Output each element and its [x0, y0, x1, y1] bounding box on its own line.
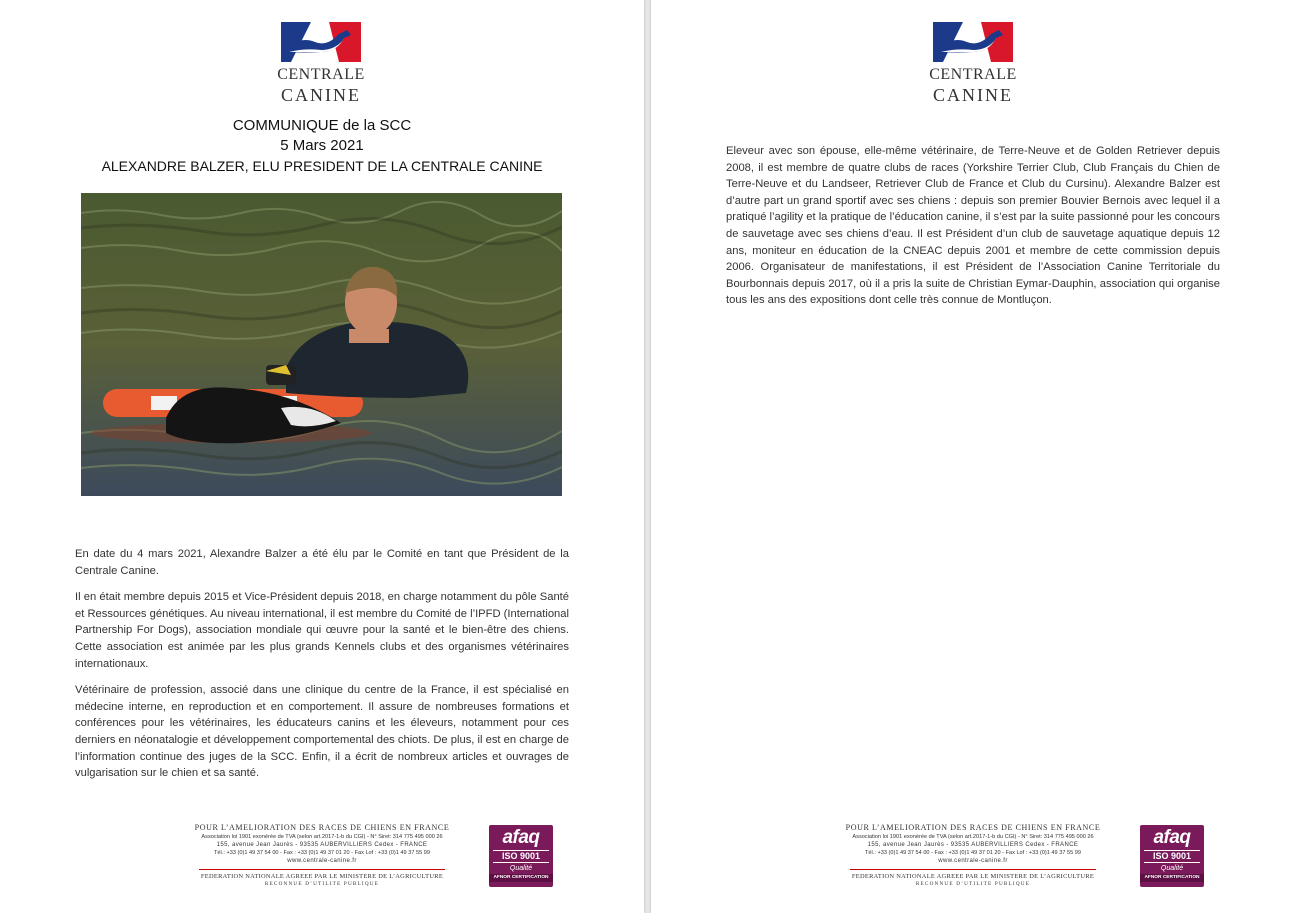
press-release-title: [0, 116, 644, 176]
document-page-2: [651, 0, 1290, 913]
brand-line-1: CENTRALE: [929, 66, 1017, 83]
association-info: [187, 823, 457, 888]
afaq-quality: Qualité: [1160, 865, 1184, 872]
footer-line-6: FEDERATION NATIONALE AGREEE PAR LE MINISTERE DE L’AGRICULTURE: [851, 873, 1095, 880]
association-info: [838, 823, 1108, 888]
afaq-cert: AFNOR CERTIFICATION: [489, 874, 553, 882]
document-page-1: [0, 0, 644, 913]
title-line-1: COMMUNIQUE de la SCC: [232, 117, 412, 134]
footer-line-1: POUR L’AMELIORATION DES RACES DE CHIENS EN FRANCE: [845, 823, 1101, 832]
paragraph-2: Il en était membre depuis 2015 et Vice-Président depuis 2018, en charge notamment du pôle Santé et Ressources génétiques. Au niveau international, il est membre du Comité de l’IPFD (International Partnership For Dogs), association mondiale qui œuvre pour la santé et le bien-être des chiens. Cette association est animée par les plus grands Kennels clubs et des organismes vétérinaires internationaux.: [75, 591, 569, 670]
footer-divider: [850, 869, 1096, 870]
paragraph-4: Eleveur avec son épouse, elle-même vétérinaire, de Terre-Neuve et de Golden Retriever depuis 2008, il est membre de quatre clubs de races (Yorkshire Terrier Club, Club Français du Chien de Terre-Neuve et du Landseer, Retriever Club de France et Club du Cursinu). Alexandre Balzer est d’autre part un grand sportif avec ses chiens : depuis son premier Bouvier Bernois avec lequel il a pratiqué l’agility et la pratique de l’éducation canine, il s’est par la suite passionné pour les concours de sauvetage avec ses chiens d’eau. Il est Président d’un club de sauvetage aquatique depuis 12 ans, moniteur en éducation de la CNEAC depuis 2001 et membre de cette commission depuis 2006. Organisateur de manifestations, il est Président de l’Association Canine Territoriale du Bourbonnais depuis 2017, où il a pris la suite de Christian Eymar-Dauphin, association qui organise tous les ans des expositions dont celle très connue de Montluçon.: [726, 145, 1220, 307]
page1-body: [75, 546, 569, 792]
afaq-iso-badge: [1140, 825, 1204, 887]
footer-divider: [199, 869, 445, 870]
footer-line-2: Association loi 1901 exonérée de TVA (selon art.2017-1-b du CGI) - N° Siret: 314 775 495 000 26: [201, 834, 443, 840]
footer-line-2: Association loi 1901 exonérée de TVA (selon art.2017-1-b du CGI) - N° Siret: 314 775 495 000 26: [852, 834, 1094, 840]
dog-flag-icon: [933, 22, 1013, 62]
footer-line-1: POUR L’AMELIORATION DES RACES DE CHIENS EN FRANCE: [194, 823, 450, 832]
title-date: 5 Mars 2021: [280, 137, 364, 154]
page2-body: [726, 143, 1220, 319]
footer-line-3: 155, avenue Jean Jaurès - 93535 AUBERVILLIERS Cedex - FRANCE: [867, 842, 1079, 848]
afaq-name: afaq: [502, 827, 540, 848]
footer-line-7: RECONNUE D’UTILITE PUBLIQUE: [915, 881, 1031, 887]
footer-line-7: RECONNUE D’UTILITE PUBLIQUE: [264, 881, 380, 887]
footer-line-4: Tél.: +33 (0)1 49 37 54 00 - Fax : +33 (0)1 49 37 01 20 - Fax Lof : +33 (0)1 49 37 55 99: [865, 850, 1081, 856]
footer-line-5: www.centrale-canine.fr: [287, 858, 357, 864]
centrale-canine-logo: [266, 22, 376, 105]
afaq-quality: Qualité: [509, 865, 533, 872]
paragraph-1: En date du 4 mars 2021, Alexandre Balzer a été élu par le Comité en tant que Président de la Centrale Canine.: [75, 548, 569, 577]
footer-line-5: www.centrale-canine.fr: [938, 858, 1008, 864]
footer-line-6: FEDERATION NATIONALE AGREEE PAR LE MINISTERE DE L’AGRICULTURE: [200, 873, 444, 880]
photo-illustration: [81, 193, 562, 496]
page2-footer: [838, 823, 1268, 893]
brand-line-1: CENTRALE: [277, 66, 365, 83]
afaq-name: afaq: [1153, 827, 1191, 848]
paragraph-3: Vétérinaire de profession, associé dans une clinique du centre de la France, il est spécialisé en médecine interne, en reproduction et en comportement. Il assure de nombreuses formations et conférences pour les vétérinaires, les éducateurs canins et les éleveurs, notamment pour ces derniers en néonatalogie et développement comportemental des chiots. De plus, il est en charge de l’information continue des juges de la SCC. Enfin, il a écrit de nombreux articles et ouvrages de vulgarisation sur le chien et sa santé.: [75, 684, 569, 780]
dog-flag-icon: [281, 22, 361, 62]
footer-line-4: Tél.: +33 (0)1 49 37 54 00 - Fax : +33 (0)1 49 37 01 20 - Fax Lof : +33 (0)1 49 37 55 99: [214, 850, 430, 856]
afaq-standard: ISO 9001: [493, 850, 549, 863]
brand-line-2: CANINE: [281, 85, 361, 105]
afaq-iso-badge: [489, 825, 553, 887]
centrale-canine-logo: [918, 22, 1028, 105]
brand-line-2: CANINE: [933, 85, 1013, 105]
afaq-cert: AFNOR CERTIFICATION: [1140, 874, 1204, 882]
headline: ALEXANDRE BALZER, ELU PRESIDENT DE LA CENTRALE CANINE: [101, 158, 543, 174]
afaq-standard: ISO 9001: [1144, 850, 1200, 863]
footer-line-3: 155, avenue Jean Jaurès - 93535 AUBERVILLIERS Cedex - FRANCE: [216, 842, 428, 848]
page1-footer: [187, 823, 617, 893]
rescue-swim-photo: [81, 193, 562, 496]
